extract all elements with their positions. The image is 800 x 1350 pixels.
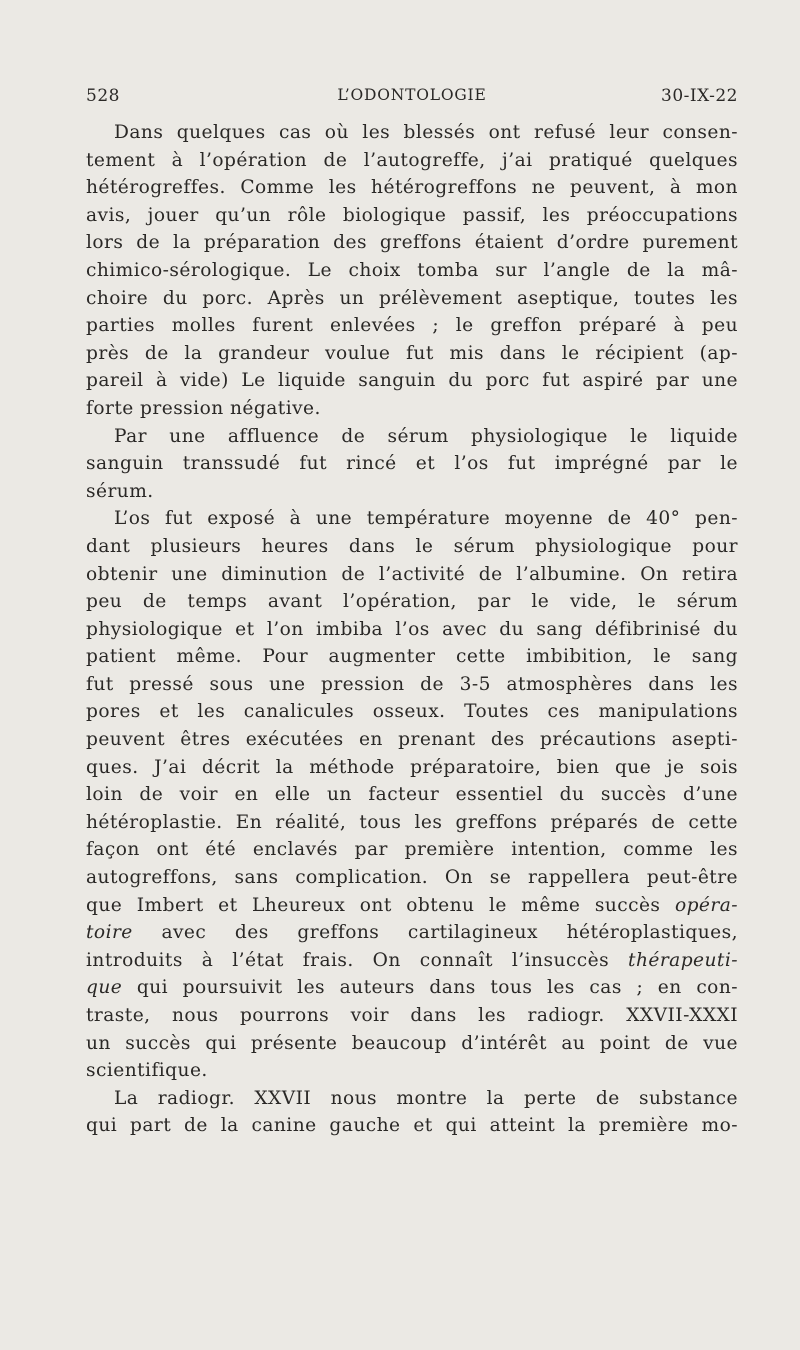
text-line: fut pressé sous une pression de 3-5 atmosphères dans les xyxy=(86,673,738,695)
text-line: traste, nous pourrons voir dans les radiogr. XXVII-XXXI xyxy=(86,1005,738,1026)
italic-segment: toire xyxy=(86,922,133,944)
text-line xyxy=(86,892,738,920)
text-line: un succès qui présente beaucoup d’intérêt au point de vue xyxy=(86,1032,738,1054)
text-line: tement à l’opération de l’autogreffe, j’ai pratiqué quelques xyxy=(86,149,738,171)
text-line: sérum. xyxy=(86,480,154,502)
italic-segment: opéra- xyxy=(674,894,738,916)
issue-date: 30-IX-22 xyxy=(661,86,738,106)
text-line: choire du porc. Après un prélèvement aseptique, toutes les xyxy=(86,287,738,309)
text-line: physiologique et l’on imbiba l’os avec du sang défibrinisé du xyxy=(86,618,738,640)
text-line xyxy=(86,919,738,947)
text-line: patient même. Pour augmenter cette imbibition, le sang xyxy=(86,646,738,668)
text-line: peuvent êtres exécutées en prenant des précautions asepti- xyxy=(86,729,738,751)
text-line: loin de voir en elle un facteur essentiel du succès d’une xyxy=(86,784,738,806)
text-segment: qui poursuivit les auteurs dans tous les cas ; en con- xyxy=(136,977,738,999)
text-line: parties molles furent enlevées ; le greffon préparé à peu xyxy=(86,315,738,337)
text-line: peu de temps avant l’opération, par le vide, le sérum xyxy=(86,591,738,613)
running-title: L’ODONTOLOGIE xyxy=(337,86,487,104)
text-line: pareil à vide) Le liquide sanguin du porc fut aspiré par une xyxy=(86,370,738,392)
text-line: autogreffons, sans complication. On se rappellera peut-être xyxy=(86,867,738,889)
text-line: La radiogr. XXVII nous montre la perte de substance xyxy=(114,1087,738,1109)
text-line: ques. J’ai décrit la méthode préparatoire, bien que je sois xyxy=(86,756,738,778)
text-line: dant plusieurs heures dans le sérum physiologique pour xyxy=(86,535,738,557)
article-body xyxy=(86,119,738,1140)
text-line: sanguin transsudé fut rincé et l’os fut imprégné par le xyxy=(86,453,738,475)
text-line xyxy=(86,974,738,1002)
text-line: lors de la préparation des greffons étaient d’ordre purement xyxy=(86,232,738,254)
text-line: pores et les canalicules osseux. Toutes ces manipulations xyxy=(86,701,738,723)
page-header xyxy=(86,86,738,112)
text-line: Dans quelques cas où les blessés ont refusé leur consen- xyxy=(114,122,738,143)
text-line: façon ont été enclavés par première intention, comme les xyxy=(86,839,738,861)
text-line: L’os fut exposé à une température moyenne de 40° pen- xyxy=(114,508,738,530)
italic-segment: que xyxy=(86,977,123,999)
text-line: qui part de la canine gauche et qui atteint la première mo- xyxy=(86,1115,738,1137)
text-segment: que Imbert et Lheureux ont obtenu le même succès xyxy=(86,894,661,916)
italic-segment: thérapeuti- xyxy=(628,949,738,971)
text-line: hétéroplastie. En réalité, tous les greffons préparés de cette xyxy=(86,811,738,833)
text-line: avis, jouer qu’un rôle biologique passif, les préoccupations xyxy=(86,204,738,226)
text-line xyxy=(86,947,738,975)
text-line: chimico-sérologique. Le choix tomba sur l’angle de la mâ- xyxy=(86,259,738,281)
text-line: scientifique. xyxy=(86,1060,208,1082)
text-line: près de la grandeur voulue fut mis dans le récipient (ap- xyxy=(86,342,738,364)
text-line: Par une affluence de sérum physiologique le liquide xyxy=(114,425,738,447)
text-line: obtenir une diminution de l’activité de l’albumine. On retira xyxy=(86,563,738,585)
text-segment: introduits à l’état frais. On connaît l’insuccès xyxy=(86,949,610,971)
page-number: 528 xyxy=(86,86,120,106)
text-line: hétérogreffes. Comme les hétérogreffons ne peuvent, à mon xyxy=(86,177,738,199)
text-line: forte pression négative. xyxy=(86,397,321,419)
text-segment: avec des greffons cartilagineux hétéroplastiques, xyxy=(161,922,738,944)
